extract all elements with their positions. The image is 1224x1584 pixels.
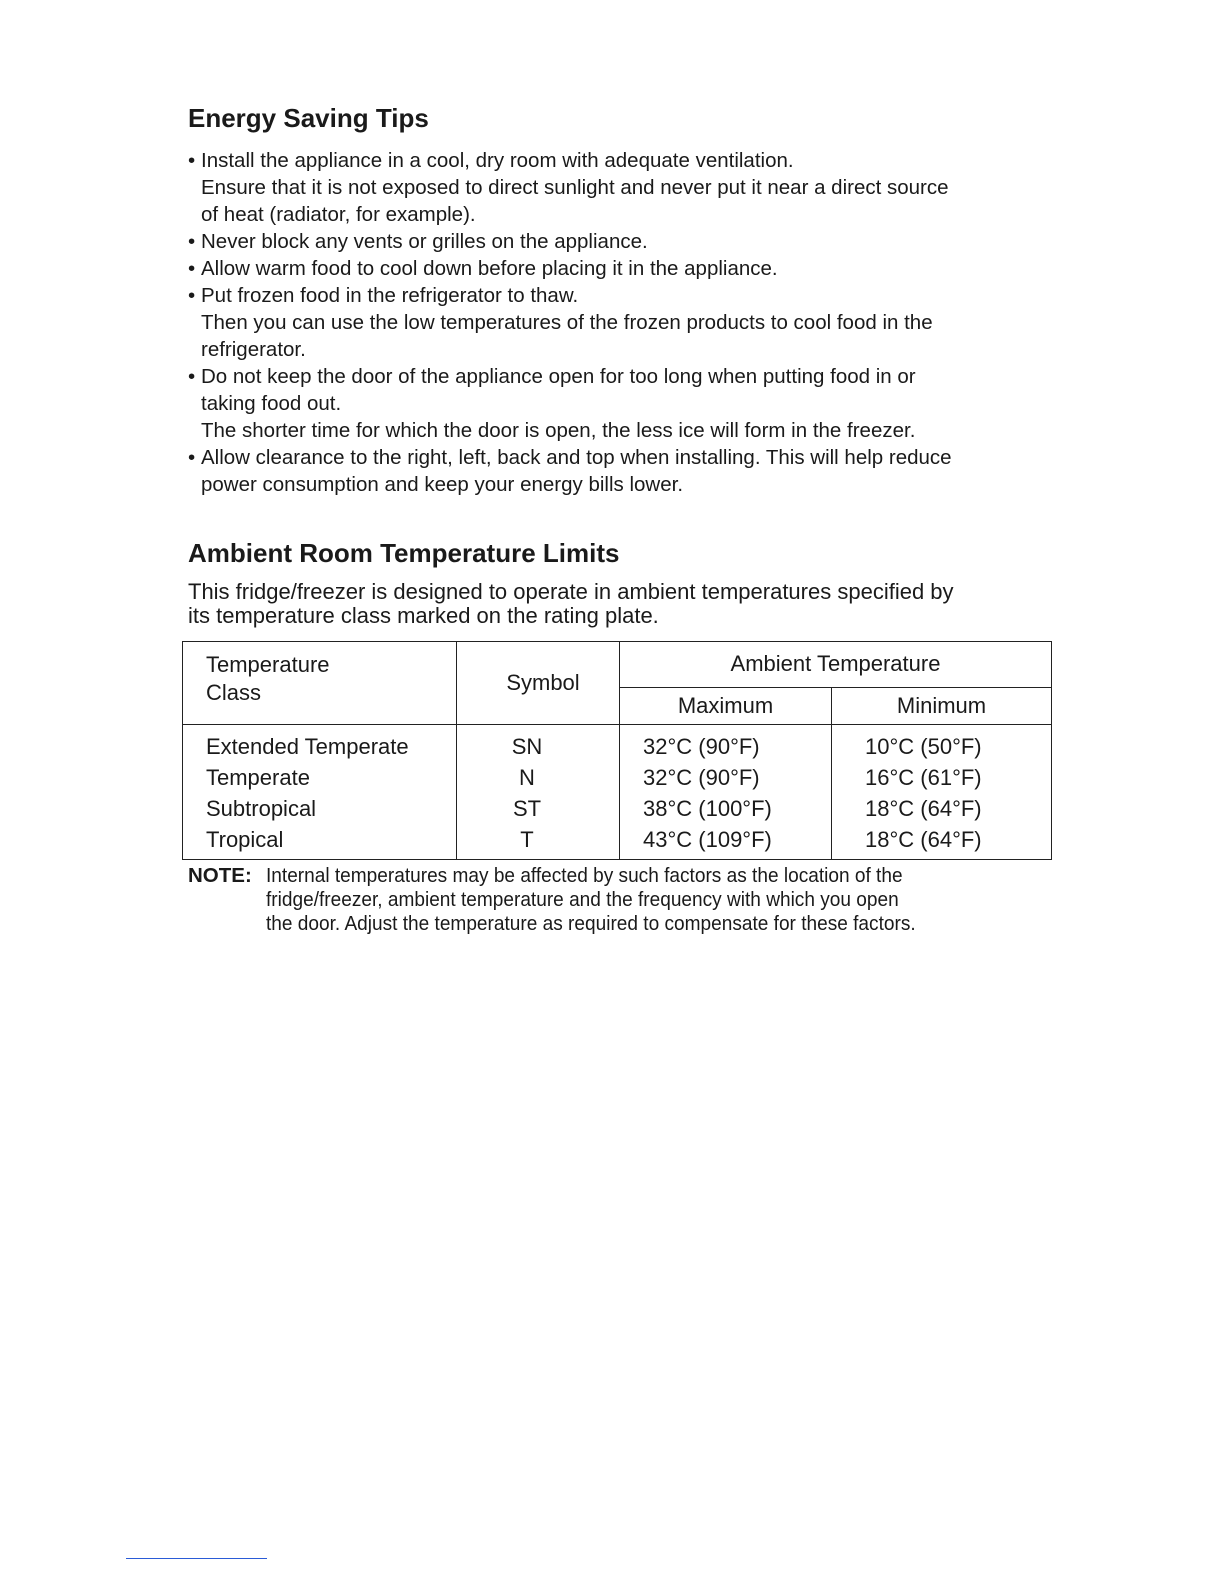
symbol-column (457, 725, 620, 860)
ambient-intro (188, 580, 1048, 628)
minimum-column (832, 725, 1052, 860)
table-cell-minimum: 10°C (50°F) (865, 734, 982, 759)
tip-line: Then you can use the low temperatures of the frozen products to cool food in the (201, 311, 933, 334)
header-class-line: Temperature (206, 652, 330, 677)
intro-line: This fridge/freezer is designed to operate in ambient temperatures specified by (188, 579, 954, 604)
header-ambient-temperature: Ambient Temperature (620, 642, 1052, 688)
note-line: the door. Adjust the temperature as required to compensate for these factors. (266, 912, 916, 935)
tip-line: refrigerator. (201, 338, 306, 361)
header-maximum: Maximum (620, 687, 832, 724)
table-cell-minimum: 16°C (61°F) (865, 765, 982, 790)
table-cell-symbol: T (520, 827, 534, 852)
note-line: fridge/freezer, ambient temperature and the frequency with which you open (266, 888, 899, 911)
table-cell-symbol: N (519, 765, 535, 790)
tip-item (188, 147, 1048, 228)
tip-line: power consumption and keep your energy bills lower. (201, 473, 684, 496)
bullet-icon: • (188, 365, 196, 388)
tip-line: Put frozen food in the refrigerator to thaw. (201, 284, 579, 307)
bullet-icon: • (188, 446, 196, 469)
tip-item (188, 444, 1048, 498)
tip-line: Do not keep the door of the appliance open for too long when putting food in or (201, 365, 916, 388)
table-cell-class: Subtropical (206, 796, 317, 821)
table-cell-minimum: 18°C (64°F) (865, 827, 982, 852)
table-cell-symbol: ST (512, 796, 542, 821)
tip-item (188, 255, 1048, 282)
note-line: Internal temperatures may be affected by such factors as the location of the (266, 864, 903, 887)
bullet-icon: • (188, 257, 196, 280)
maximum-column (620, 725, 832, 860)
energy-saving-heading: Energy Saving Tips (188, 103, 429, 133)
table-cell-maximum: 38°C (100°F) (643, 796, 772, 821)
header-symbol: Symbol (457, 642, 620, 725)
tip-line: of heat (radiator, for example). (201, 203, 476, 226)
tip-line: Allow warm food to cool down before placing it in the appliance. (201, 257, 778, 280)
tip-line: Never block any vents or grilles on the appliance. (201, 230, 648, 253)
note-block (188, 864, 1008, 936)
bullet-icon: • (188, 284, 196, 307)
tip-item (188, 228, 1048, 255)
energy-tips-list (188, 147, 1048, 498)
tip-line: Allow clearance to the right, left, back and top when installing. This will help reduce (201, 446, 952, 469)
tip-line: taking food out. (201, 392, 342, 415)
ambient-temperature-heading: Ambient Room Temperature Limits (188, 538, 620, 568)
bullet-icon: • (188, 230, 196, 253)
table-cell-maximum: 32°C (90°F) (643, 765, 760, 790)
header-temperature-class (183, 642, 457, 725)
header-minimum: Minimum (832, 687, 1052, 724)
note-label: NOTE: (188, 864, 252, 887)
tip-line: The shorter time for which the door is open, the less ice will form in the freezer. (201, 419, 916, 442)
bullet-icon: • (188, 149, 196, 172)
table-cell-symbol: SN (511, 734, 543, 759)
temperature-class-table (182, 641, 1052, 860)
table-cell-class: Temperate (206, 765, 310, 790)
table-cell-class: Extended Temperate (206, 734, 409, 759)
intro-line: its temperature class marked on the rating plate. (188, 603, 659, 628)
footer-rule (126, 1558, 267, 1559)
tip-line: Ensure that it is not exposed to direct sunlight and never put it near a direct source (201, 176, 949, 199)
note-body (266, 864, 1008, 936)
table-cell-minimum: 18°C (64°F) (865, 796, 982, 821)
header-class-line: Class (206, 680, 262, 705)
tip-item (188, 363, 1048, 444)
tip-line: Install the appliance in a cool, dry room with adequate ventilation. (201, 149, 794, 172)
tip-item (188, 282, 1048, 363)
class-column (183, 725, 457, 860)
table-cell-maximum: 32°C (90°F) (643, 734, 760, 759)
table-cell-class: Tropical (206, 827, 284, 852)
table-cell-maximum: 43°C (109°F) (643, 827, 772, 852)
